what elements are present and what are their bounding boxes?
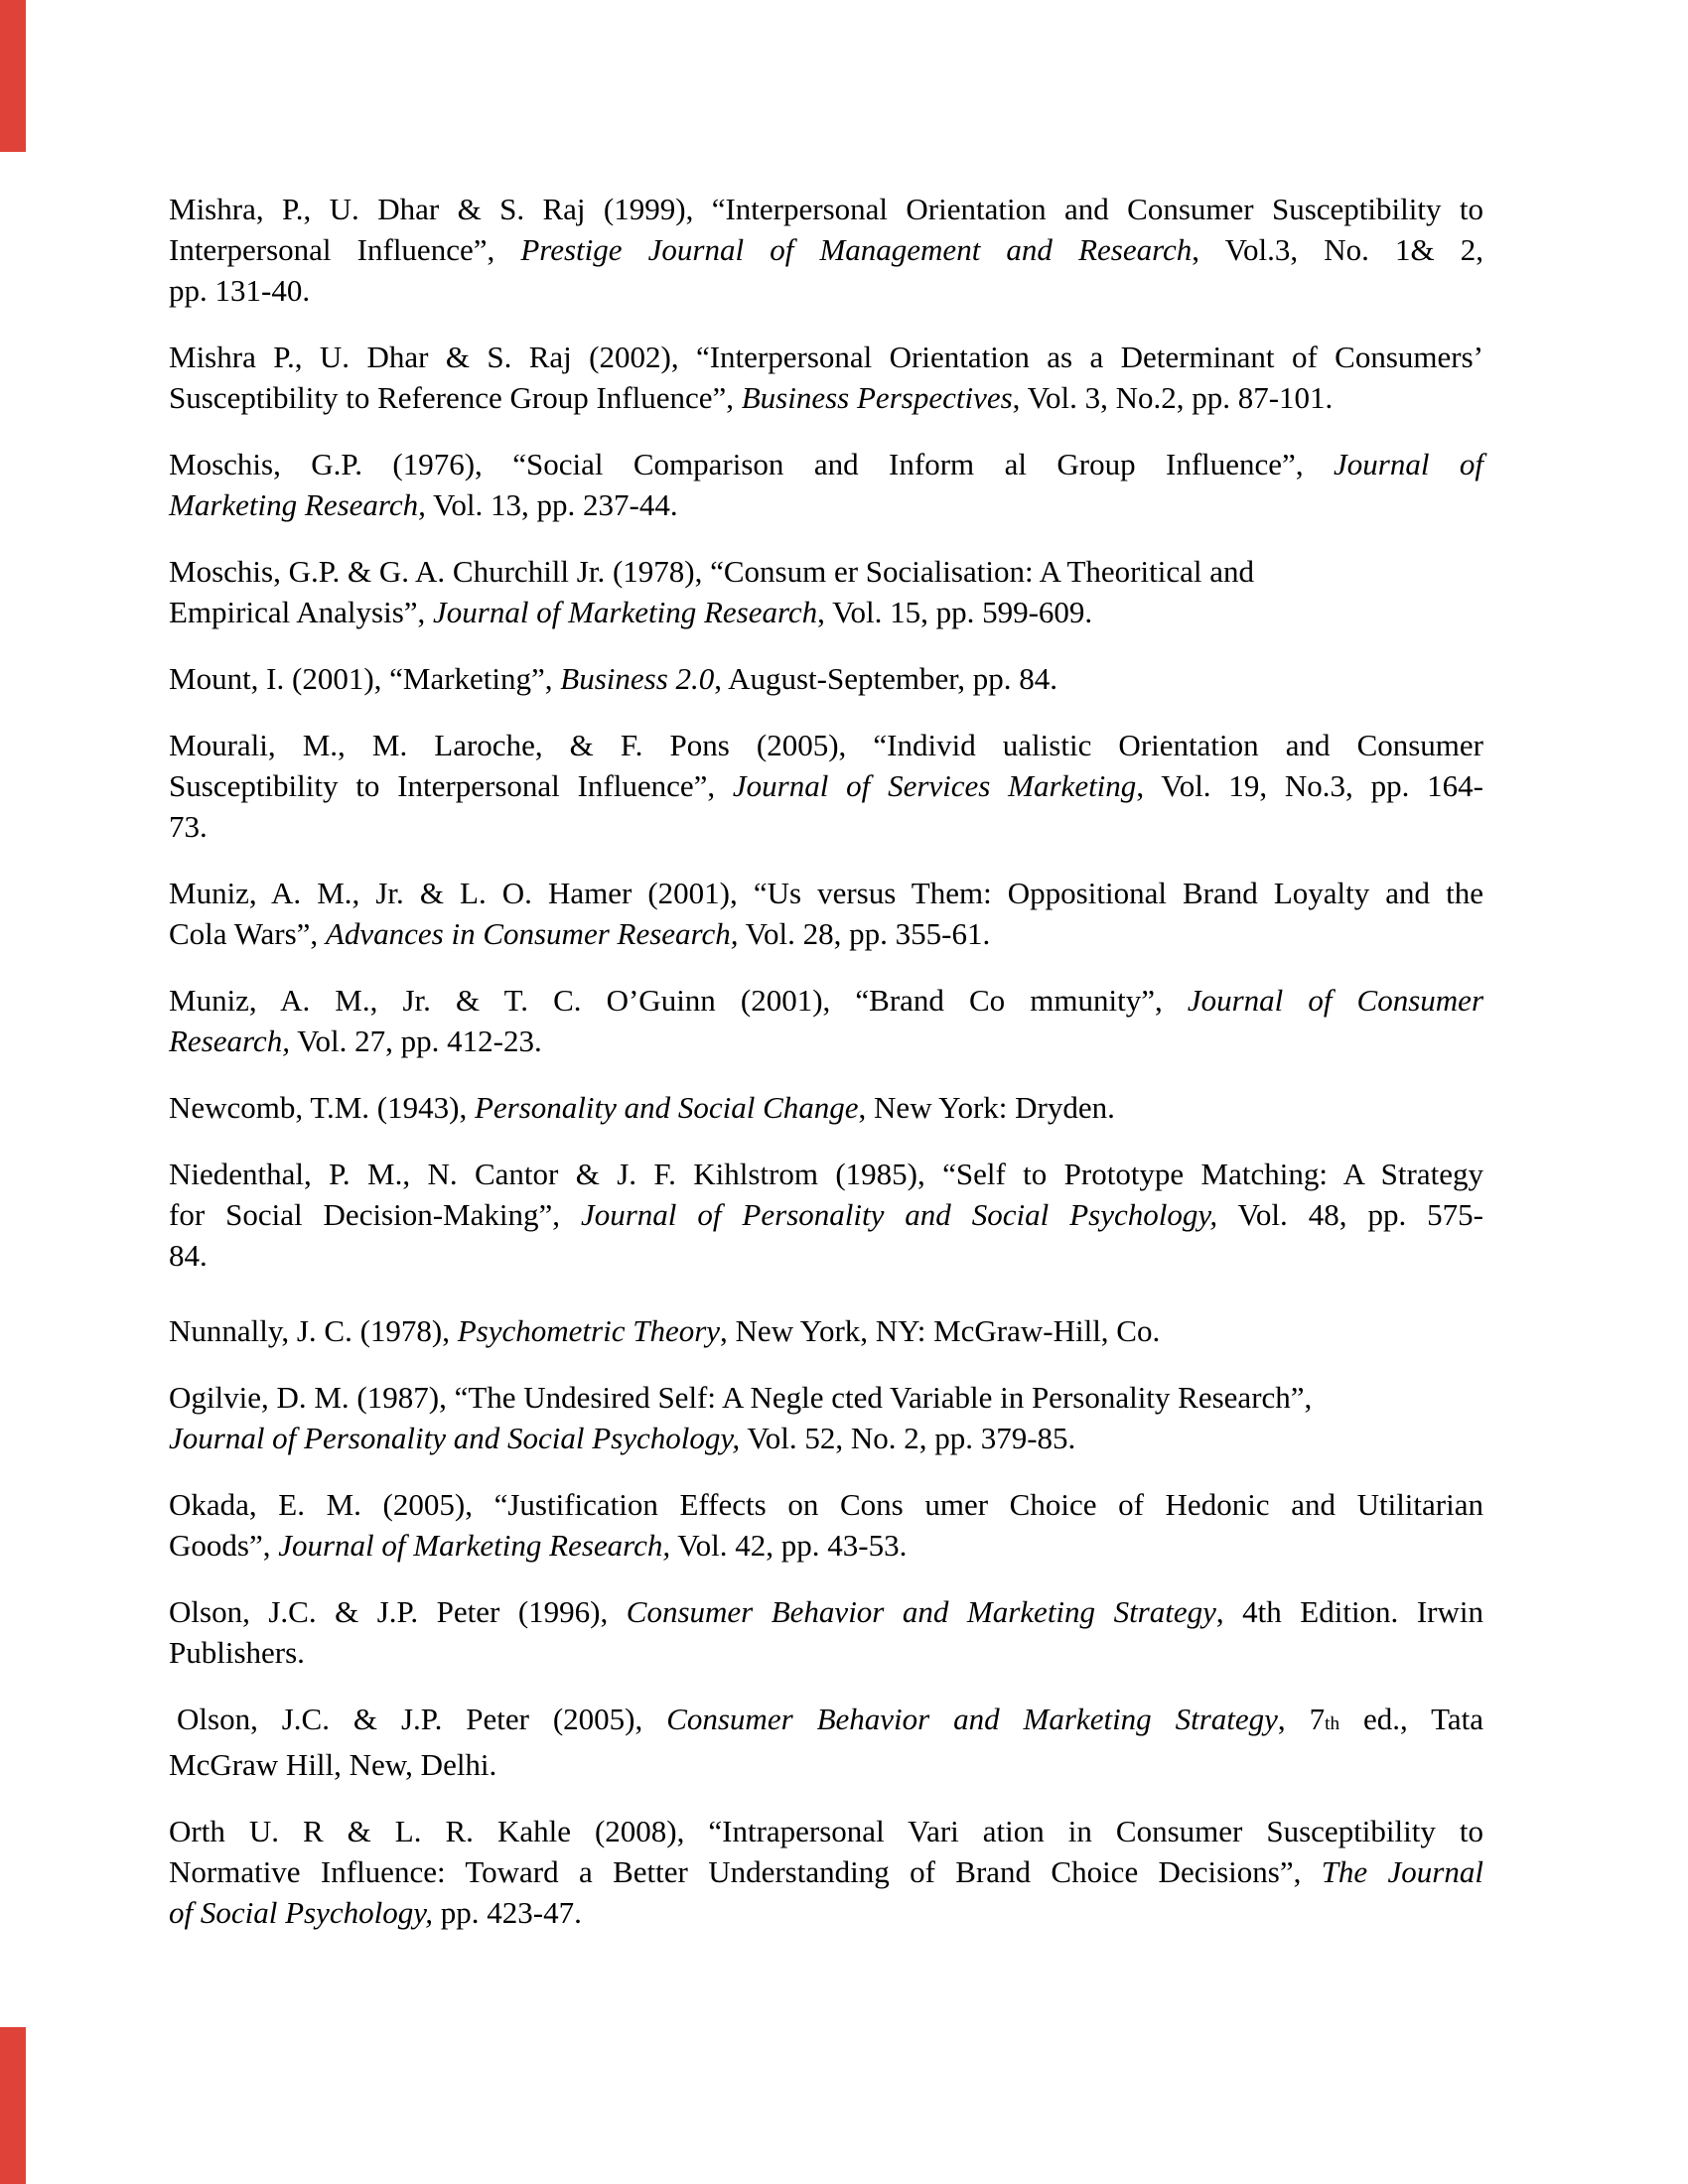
reference-text: , New York, NY: McGraw-Hill, Co. — [720, 1313, 1161, 1348]
page-edge-marker-top — [0, 0, 26, 152]
reference-journal-title: The Journal — [1321, 1854, 1483, 1889]
reference-line — [169, 270, 1483, 311]
reference-text: Muniz, A. M., Jr. & L. O. Hamer (2001), “Us versus Them: Oppositional Brand Loyalty and the — [169, 876, 1483, 910]
reference-line — [169, 484, 1483, 525]
reference-entry — [169, 1484, 1483, 1566]
reference-line — [169, 551, 1483, 592]
reference-text: Vol. 28, pp. 355-61. — [738, 916, 991, 951]
reference-line — [169, 725, 1483, 765]
reference-line — [169, 1377, 1483, 1418]
reference-entry — [169, 1377, 1483, 1458]
reference-journal-title: Personality and Social Change — [474, 1090, 859, 1125]
page-edge-marker-bottom — [0, 2027, 26, 2184]
reference-text: Normative Influence: Toward a Better Understanding of Brand Choice Decisions”, — [169, 1854, 1322, 1889]
reference-text: Vol. 52, No. 2, pp. 379-85. — [740, 1421, 1076, 1455]
reference-text: th — [1325, 1713, 1340, 1734]
reference-journal-title: Journal of Consumer — [1187, 983, 1484, 1018]
reference-entry — [169, 189, 1483, 311]
reference-text: McGraw Hill, New, Delhi. — [169, 1747, 497, 1782]
reference-text: for Social Decision-Making”, — [169, 1197, 581, 1232]
reference-text: , Vol.3, No. 1& 2, — [1192, 232, 1483, 267]
reference-entry — [169, 1154, 1483, 1276]
reference-text: Newcomb, T.M. (1943), — [169, 1090, 475, 1125]
reference-line — [169, 980, 1483, 1021]
reference-entry — [169, 1087, 1483, 1128]
reference-line — [169, 1484, 1483, 1525]
reference-entry — [169, 551, 1483, 632]
reference-text: 73. — [169, 809, 208, 844]
reference-text: , August-September, pp. 84. — [714, 661, 1058, 696]
reference-line — [169, 337, 1483, 377]
reference-text: Muniz, A. M., Jr. & T. C. O’Guinn (2001), “Brand Co mmunity”, — [169, 983, 1188, 1018]
reference-text: pp. 423-47. — [433, 1895, 582, 1930]
reference-journal-title: Journal of Services Marketing — [732, 768, 1137, 803]
reference-journal-title: Business Perspectives — [741, 380, 1013, 415]
reference-text: Moschis, G.P. & G. A. Churchill Jr. (1978), “Consum er Socialisation: A Theoritical and — [169, 554, 1254, 589]
reference-line — [169, 1194, 1483, 1235]
reference-line — [169, 1418, 1483, 1458]
reference-line — [169, 1811, 1483, 1851]
reference-text: , New York: Dryden. — [858, 1090, 1115, 1125]
reference-text: Okada, E. M. (2005), “Justification Effects on Cons umer Choice of Hedonic and Utilitarian — [169, 1487, 1483, 1522]
reference-text: Orth U. R & L. R. Kahle (2008), “Intrapersonal Vari ation in Consumer Susceptibility to — [169, 1814, 1483, 1848]
reference-text: Interpersonal Influence”, — [169, 232, 521, 267]
reference-entry — [169, 444, 1483, 525]
reference-line — [169, 1154, 1483, 1194]
reference-text: Mount, I. (2001), “Marketing”, — [169, 661, 561, 696]
reference-entry — [169, 658, 1483, 699]
reference-text: Mourali, M., M. Laroche, & F. Pons (2005), “Individ ualistic Orientation and Consumer — [169, 728, 1483, 762]
reference-text: , 4th Edition. Irwin — [1215, 1594, 1483, 1629]
reference-text: Mishra P., U. Dhar & S. Raj (2002), “Interpersonal Orientation as a Determinant of Consumers’ — [169, 340, 1483, 374]
reference-journal-title: Consumer Behavior and Marketing Strategy — [666, 1702, 1278, 1736]
reference-text: Ogilvie, D. M. (1987), “The Undesired Self: A Negle cted Variable in Personality Research”, — [169, 1380, 1313, 1415]
reference-entry — [169, 337, 1483, 418]
reference-entry — [169, 980, 1483, 1061]
reference-journal-title: Journal of Marketing Research, — [278, 1528, 671, 1563]
reference-text: Vol. 13, pp. 237-44. — [425, 487, 678, 522]
reference-journal-title: Journal of Personality and Social Psychology, — [580, 1197, 1218, 1232]
reference-text: Susceptibility to Reference Group Influence”, — [169, 380, 742, 415]
reference-text: Empirical Analysis”, — [169, 595, 434, 629]
reference-journal-title: Marketing Research, — [169, 487, 426, 522]
reference-text: Vol. 27, pp. 412-23. — [289, 1024, 542, 1058]
reference-journal-title: Journal of — [1334, 447, 1483, 481]
reference-line — [169, 765, 1483, 806]
reference-text: Olson, J.C. & J.P. Peter (2005), — [177, 1702, 667, 1736]
reference-journal-title: Journal of Marketing Research — [433, 595, 818, 629]
reference-line — [169, 658, 1483, 699]
reference-entry — [169, 1811, 1483, 1933]
reference-line — [169, 1087, 1483, 1128]
reference-text: ed., Tata — [1339, 1702, 1483, 1736]
reference-journal-title: Consumer Behavior and Marketing Strategy — [626, 1594, 1216, 1629]
reference-line — [169, 1851, 1483, 1892]
reference-entry — [169, 1591, 1483, 1673]
reference-entry — [169, 1699, 1483, 1785]
reference-line — [169, 444, 1483, 484]
reference-line — [169, 229, 1483, 270]
reference-line — [169, 377, 1483, 418]
reference-line — [169, 1525, 1483, 1566]
reference-text: Publishers. — [169, 1635, 305, 1670]
reference-line — [169, 1310, 1483, 1351]
reference-text: Cola Wars”, — [169, 916, 326, 951]
reference-text: Nunnally, J. C. (1978), — [169, 1313, 458, 1348]
reference-text: Susceptibility to Interpersonal Influence”, — [169, 768, 733, 803]
reference-line — [169, 1632, 1483, 1673]
reference-line — [169, 1892, 1483, 1933]
reference-text: pp. 131-40. — [169, 273, 311, 308]
reference-text: Vol. 42, pp. 43-53. — [670, 1528, 908, 1563]
reference-line — [169, 1235, 1483, 1276]
reference-entry — [169, 1310, 1483, 1351]
reference-text: , 7 — [1277, 1702, 1326, 1736]
reference-line — [169, 1021, 1483, 1061]
reference-entry — [169, 873, 1483, 954]
reference-journal-title: Psychometric Theory — [457, 1313, 721, 1348]
reference-line — [169, 592, 1483, 632]
reference-text: Vol. 48, pp. 575- — [1217, 1197, 1483, 1232]
reference-text: 84. — [169, 1238, 208, 1273]
reference-text: , Vol. 3, No.2, pp. 87-101. — [1012, 380, 1334, 415]
reference-line — [169, 1744, 1483, 1785]
reference-journal-title: Journal of Personality and Social Psychology, — [169, 1421, 741, 1455]
reference-journal-title: Business 2.0 — [560, 661, 715, 696]
reference-journal-title: of Social Psychology, — [169, 1895, 434, 1930]
reference-line — [169, 913, 1483, 954]
reference-journal-title: Research, — [169, 1024, 290, 1058]
reference-journal-title: Prestige Journal of Management and Research — [520, 232, 1193, 267]
reference-text: Olson, J.C. & J.P. Peter (1996), — [169, 1594, 627, 1629]
reference-text: Moschis, G.P. (1976), “Social Comparison and Inform al Group Influence”, — [169, 447, 1334, 481]
reference-text: Niedenthal, P. M., N. Cantor & J. F. Kihlstrom (1985), “Self to Prototype Matching: A Strategy — [169, 1157, 1483, 1191]
reference-line — [169, 873, 1483, 913]
references-list — [169, 189, 1483, 1959]
reference-text: Goods”, — [169, 1528, 279, 1563]
reference-text: Mishra, P., U. Dhar & S. Raj (1999), “Interpersonal Orientation and Consumer Susceptibility to — [169, 192, 1483, 226]
reference-line — [169, 189, 1483, 229]
reference-journal-title: Advances in Consumer Research, — [325, 916, 739, 951]
reference-text: , Vol. 15, pp. 599-609. — [817, 595, 1093, 629]
reference-line — [169, 1591, 1483, 1632]
reference-line — [169, 806, 1483, 847]
reference-line — [169, 1699, 1483, 1744]
reference-text: , Vol. 19, No.3, pp. 164- — [1136, 768, 1483, 803]
reference-entry — [169, 725, 1483, 847]
